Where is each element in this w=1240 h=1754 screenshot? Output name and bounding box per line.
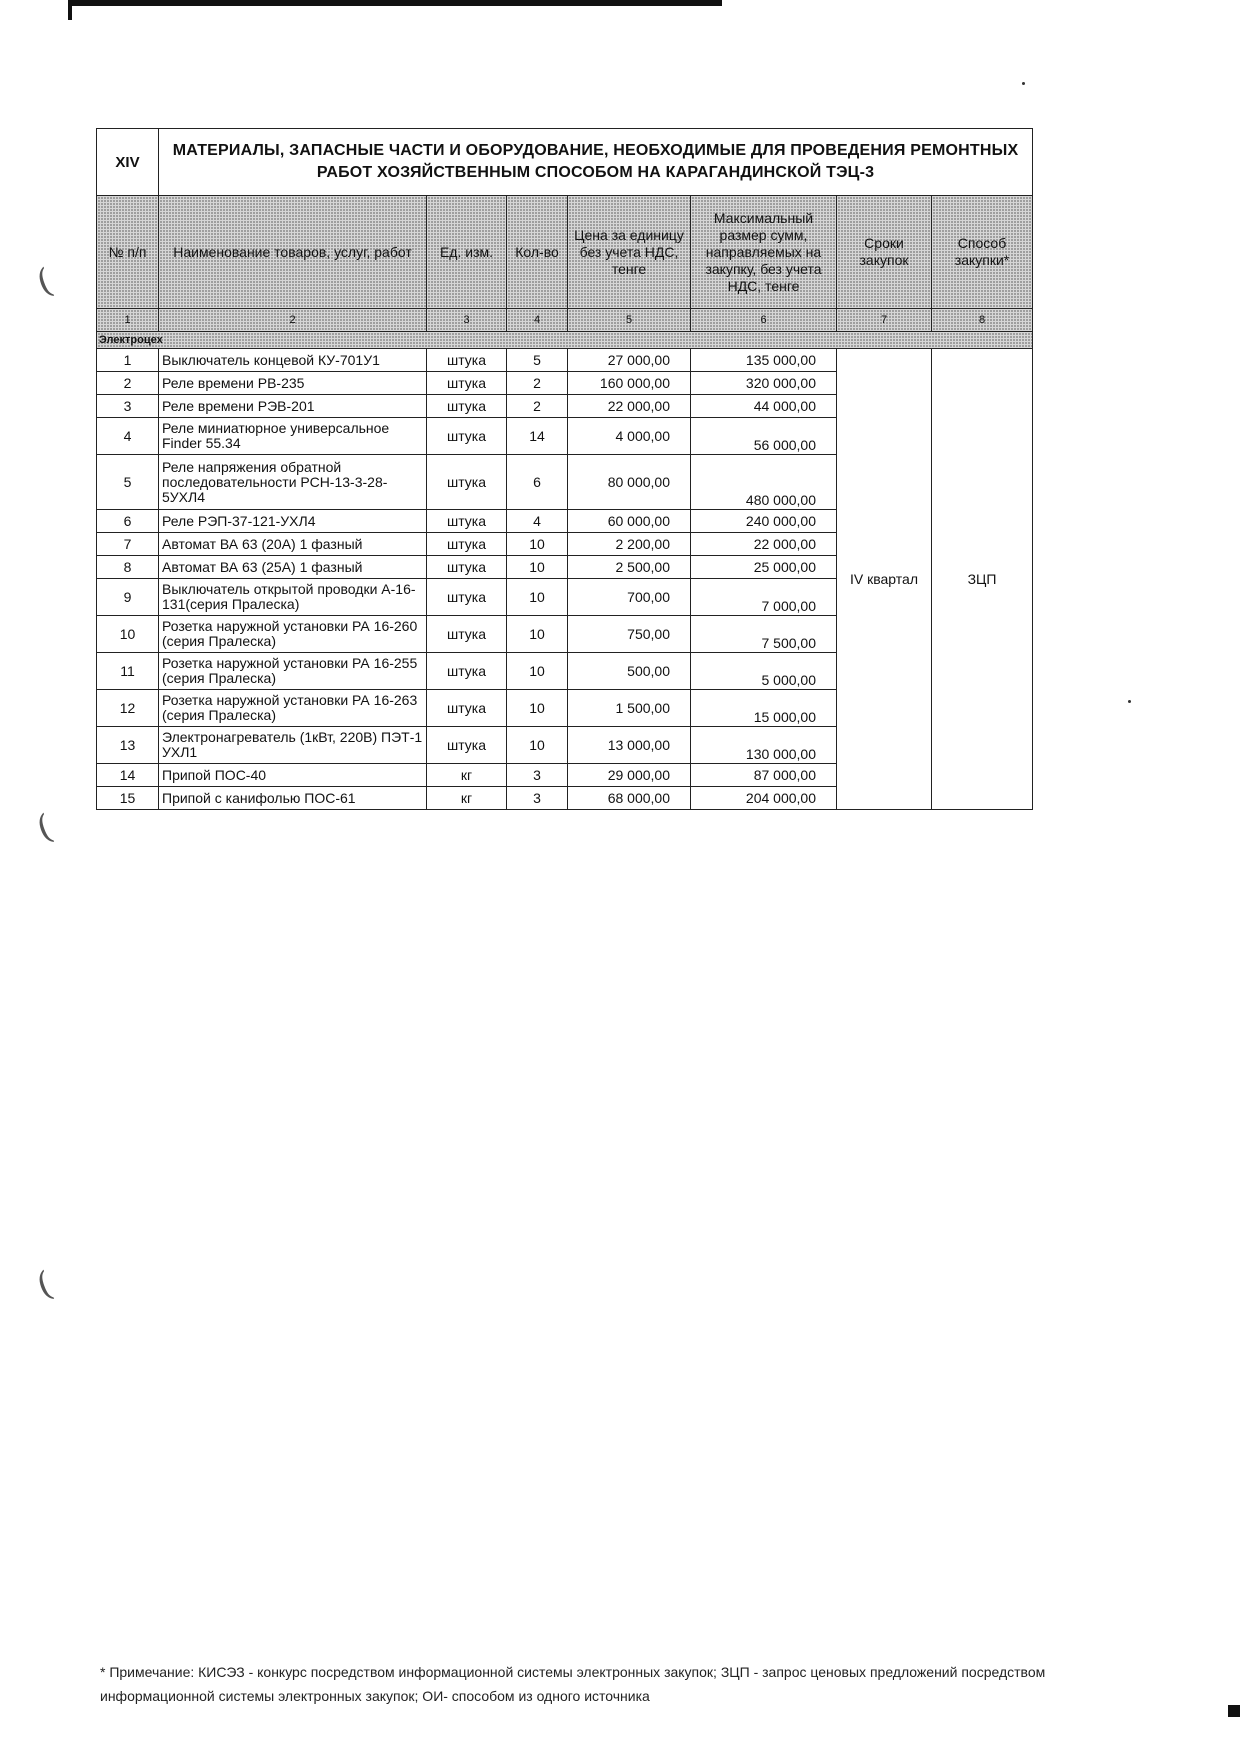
column-number: 1 <box>97 309 159 332</box>
item-quantity: 4 <box>507 510 568 533</box>
header-max: Максимальный размер сумм, направляемых на закупку, без учета НДС, тенге <box>691 196 837 309</box>
row-number: 6 <box>97 510 159 533</box>
item-name: Реле напряжения обратной последовательности РСН-13-3-28-5УХЛ4 <box>159 455 427 510</box>
item-quantity: 3 <box>507 764 568 787</box>
column-number: 2 <box>159 309 427 332</box>
item-unit-price: 22 000,00 <box>568 395 691 418</box>
item-unit: кг <box>427 787 507 810</box>
scan-corner-mark <box>1228 1705 1240 1717</box>
header-qty: Кол-во <box>507 196 568 309</box>
item-unit: штука <box>427 579 507 616</box>
column-number: 8 <box>932 309 1033 332</box>
item-max-amount: 5 000,00 <box>691 653 837 690</box>
footnote: * Примечание: КИСЭЗ - конкурс посредством информационной системы электронных закупок; ЗЦП - запрос ценовых предложений посредством информационной системы электронных закупок; ОИ- способом из одного источника <box>100 1664 1046 1704</box>
row-number: 4 <box>97 418 159 455</box>
item-quantity: 10 <box>507 579 568 616</box>
item-max-amount: 56 000,00 <box>691 418 837 455</box>
punch-hole-mark: ( <box>31 806 58 850</box>
punch-hole-mark: ( <box>31 260 58 304</box>
item-quantity: 10 <box>507 690 568 727</box>
item-max-amount: 87 000,00 <box>691 764 837 787</box>
column-number: 5 <box>568 309 691 332</box>
item-max-amount: 7 500,00 <box>691 616 837 653</box>
item-unit: штука <box>427 556 507 579</box>
item-unit-price: 2 200,00 <box>568 533 691 556</box>
item-name: Реле миниатюрное универсальное Finder 55.34 <box>159 418 427 455</box>
column-number: 7 <box>837 309 932 332</box>
item-unit-price: 2 500,00 <box>568 556 691 579</box>
row-number: 1 <box>97 349 159 372</box>
item-quantity: 10 <box>507 533 568 556</box>
column-number: 3 <box>427 309 507 332</box>
row-number: 8 <box>97 556 159 579</box>
procurement-table <box>96 128 1033 810</box>
group-row <box>97 332 1033 349</box>
group-label: Электроцех <box>97 332 1033 349</box>
item-unit-price: 700,00 <box>568 579 691 616</box>
scan-speck <box>1128 700 1131 703</box>
item-max-amount: 240 000,00 <box>691 510 837 533</box>
item-unit-price: 80 000,00 <box>568 455 691 510</box>
item-unit-price: 27 000,00 <box>568 349 691 372</box>
column-number: 6 <box>691 309 837 332</box>
item-unit: штука <box>427 418 507 455</box>
row-number: 15 <box>97 787 159 810</box>
item-quantity: 10 <box>507 727 568 764</box>
item-max-amount: 15 000,00 <box>691 690 837 727</box>
procurement-method: ЗЦП <box>932 349 1033 810</box>
item-max-amount: 135 000,00 <box>691 349 837 372</box>
item-quantity: 5 <box>507 349 568 372</box>
header-term: Сроки закупок <box>837 196 932 309</box>
item-unit-price: 750,00 <box>568 616 691 653</box>
item-unit-price: 4 000,00 <box>568 418 691 455</box>
item-name: Припой с канифолью ПОС-61 <box>159 787 427 810</box>
item-name: Электронагреватель (1кВт, 220В) ПЭТ-1 УХЛ1 <box>159 727 427 764</box>
procurement-term: IV квартал <box>837 349 932 810</box>
item-name: Выключатель концевой КУ-701У1 <box>159 349 427 372</box>
header-unit: Ед. изм. <box>427 196 507 309</box>
row-number: 11 <box>97 653 159 690</box>
item-name: Реле времени РЭВ-201 <box>159 395 427 418</box>
row-number: 12 <box>97 690 159 727</box>
item-unit: штука <box>427 349 507 372</box>
item-name: Выключатель открытой проводки А-16-131(серия Пралеска) <box>159 579 427 616</box>
page-top-border <box>68 0 722 20</box>
item-unit: штука <box>427 690 507 727</box>
item-name: Автомат ВА 63 (20А) 1 фазный <box>159 533 427 556</box>
section-code: XIV <box>97 129 159 196</box>
punch-hole-mark: ( <box>31 1263 58 1307</box>
item-quantity: 10 <box>507 556 568 579</box>
item-unit: штука <box>427 653 507 690</box>
item-max-amount: 130 000,00 <box>691 727 837 764</box>
row-number: 14 <box>97 764 159 787</box>
item-unit-price: 160 000,00 <box>568 372 691 395</box>
scan-speck <box>1022 82 1025 85</box>
header-method: Способ закупки* <box>932 196 1033 309</box>
item-unit-price: 29 000,00 <box>568 764 691 787</box>
item-quantity: 2 <box>507 395 568 418</box>
item-unit: штука <box>427 372 507 395</box>
item-unit: штука <box>427 510 507 533</box>
row-number: 7 <box>97 533 159 556</box>
item-quantity: 6 <box>507 455 568 510</box>
row-number: 13 <box>97 727 159 764</box>
item-max-amount: 25 000,00 <box>691 556 837 579</box>
item-name: Реле РЭП-37-121-УХЛ4 <box>159 510 427 533</box>
table-row <box>97 349 1033 372</box>
item-name: Реле времени РВ-235 <box>159 372 427 395</box>
item-name: Розетка наружной установки РА 16-255 (серия Пралеска) <box>159 653 427 690</box>
column-number: 4 <box>507 309 568 332</box>
item-unit-price: 68 000,00 <box>568 787 691 810</box>
item-unit-price: 500,00 <box>568 653 691 690</box>
item-quantity: 14 <box>507 418 568 455</box>
row-number: 2 <box>97 372 159 395</box>
item-max-amount: 320 000,00 <box>691 372 837 395</box>
item-unit: штука <box>427 533 507 556</box>
item-name: Розетка наружной установки РА 16-263 (серия Пралеска) <box>159 690 427 727</box>
section-title: МАТЕРИАЛЫ, ЗАПАСНЫЕ ЧАСТИ И ОБОРУДОВАНИЕ, НЕОБХОДИМЫЕ ДЛЯ ПРОВЕДЕНИЯ РЕМОНТНЫХ РАБОТ ХОЗЯЙСТВЕННЫМ СПОСОБОМ НА КАРАГАНДИНСКОЙ ТЭЦ-3 <box>159 129 1033 196</box>
item-name: Припой ПОС-40 <box>159 764 427 787</box>
item-unit-price: 1 500,00 <box>568 690 691 727</box>
item-unit: штука <box>427 727 507 764</box>
header-no: № п/п <box>97 196 159 309</box>
section-title-row <box>97 129 1033 196</box>
item-quantity: 10 <box>507 616 568 653</box>
item-unit-price: 60 000,00 <box>568 510 691 533</box>
column-number-row <box>97 309 1033 332</box>
header-name: Наименование товаров, услуг, работ <box>159 196 427 309</box>
row-number: 5 <box>97 455 159 510</box>
header-price: Цена за единицу без учета НДС, тенге <box>568 196 691 309</box>
row-number: 9 <box>97 579 159 616</box>
item-quantity: 3 <box>507 787 568 810</box>
item-name: Автомат ВА 63 (25А) 1 фазный <box>159 556 427 579</box>
item-max-amount: 22 000,00 <box>691 533 837 556</box>
item-name: Розетка наружной установки РА 16-260 (серия Пралеска) <box>159 616 427 653</box>
item-max-amount: 44 000,00 <box>691 395 837 418</box>
item-quantity: 10 <box>507 653 568 690</box>
header-row <box>97 196 1033 309</box>
row-number: 10 <box>97 616 159 653</box>
row-number: 3 <box>97 395 159 418</box>
item-unit: штука <box>427 455 507 510</box>
item-max-amount: 204 000,00 <box>691 787 837 810</box>
item-unit: штука <box>427 395 507 418</box>
item-max-amount: 7 000,00 <box>691 579 837 616</box>
item-quantity: 2 <box>507 372 568 395</box>
item-unit: штука <box>427 616 507 653</box>
item-unit-price: 13 000,00 <box>568 727 691 764</box>
item-max-amount: 480 000,00 <box>691 455 837 510</box>
item-unit: кг <box>427 764 507 787</box>
